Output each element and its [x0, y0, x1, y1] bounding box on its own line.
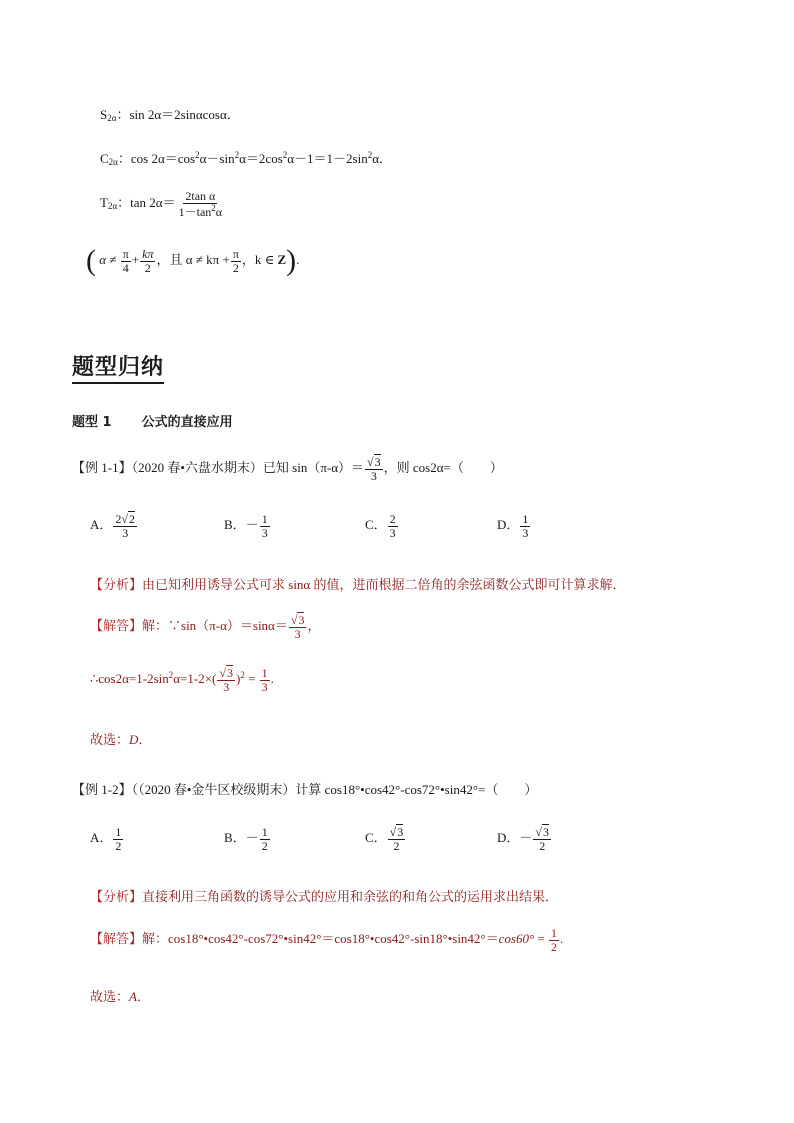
- formula-c2a: $C_{2\alpha}$：$\cos 2\alpha=\cos^2\alpha-\sin^2\alpha=2\cos^2\alpha-1=1-2\sin^2\alpha$．: [100, 150, 393, 167]
- section-title: 题型归纳: [72, 350, 164, 384]
- example-1-1-option-a: A． $\frac{2√2}{3}$: [90, 512, 135, 540]
- example-1-2-analysis: 【分析】直接利用三角函数的诱导公式的应用和余弦的和角公式的运用求出结果．: [90, 889, 559, 904]
- example-1-2-option-d: D．－ $\frac{√3}{2}$: [497, 825, 549, 853]
- example-1-2-choice: 故选：A．: [90, 989, 150, 1004]
- example-1-1-option-b: B．－ $\frac{1}{3}$: [224, 512, 268, 540]
- example-1-1-answer: 【解答】解：∵sin（π-α）＝sinα＝ $\frac{√3}{3}$ ，: [90, 613, 321, 641]
- example-1-1-question: 【例 1-1】（2020 春•六盘水期末）已知 sin（π-α）＝ $\frac{√3}{3}$ ，则 cos2α=（ ）: [72, 455, 503, 483]
- formula-t2a: $T_{2\alpha}$：tan 2α＝ $\frac{\text{2tan α}}{1-\tan^2\alpha}$: [100, 189, 223, 219]
- example-1-2-option-c: C． $\frac{√3}{2}$: [365, 825, 404, 853]
- example-1-1-analysis: 【分析】由已知利用诱导公式可求 sinα 的值，进而根据二倍角的余弦函数公式即可计算求解．: [90, 577, 626, 592]
- example-1-2-option-a: A． $\frac{1}{2}$: [90, 825, 122, 853]
- type1-heading: 题型 1 公式的直接应用: [72, 415, 233, 430]
- given-fraction: $\frac{√3}{3}$: [367, 455, 381, 483]
- example-1-1-option-c: C． $\frac{2}{3}$: [365, 512, 396, 540]
- example-1-2-question: 【例 1-2】（（2020 春•金牛区校级期末）计算 cos18°•cos42°-cos72°•sin42°=（ ）: [72, 782, 538, 797]
- formula-s2a: $S_{2\alpha}$：sin 2α＝2sinαcosα．: [100, 107, 240, 123]
- example-1-2-answer: 【解答】解：cos18°•cos42°-cos72°•sin42°＝cos18°•cos42°-sin18°•sin42°＝cos60° = $\frac{1}{2}$ .: [90, 926, 564, 954]
- example-1-1-option-d: D． $\frac{1}{3}$: [497, 512, 529, 540]
- example-1-1-choice: 故选：D．: [90, 732, 152, 747]
- formula-condition: ( α ≠ $\frac{\pi}{4}$ + $\frac{k\pi}{2}$ ，且 α ≠ kπ + $\frac{\pi}{2}$ ，k ∈ Z).: [86, 244, 300, 277]
- example-1-1-answer-line2: $\therefore\cos 2\alpha=1-2\sin^2\alpha=1-2\times$( $\frac{√3}{3}$ )$^2$ = $\frac{1}{3}$ .: [90, 666, 274, 694]
- example-1-2-option-b: B．－ $\frac{1}{2}$: [224, 825, 268, 853]
- t2a-fraction: $\frac{\text{2tan α}}{1-\tan^2\alpha}$: [178, 189, 223, 219]
